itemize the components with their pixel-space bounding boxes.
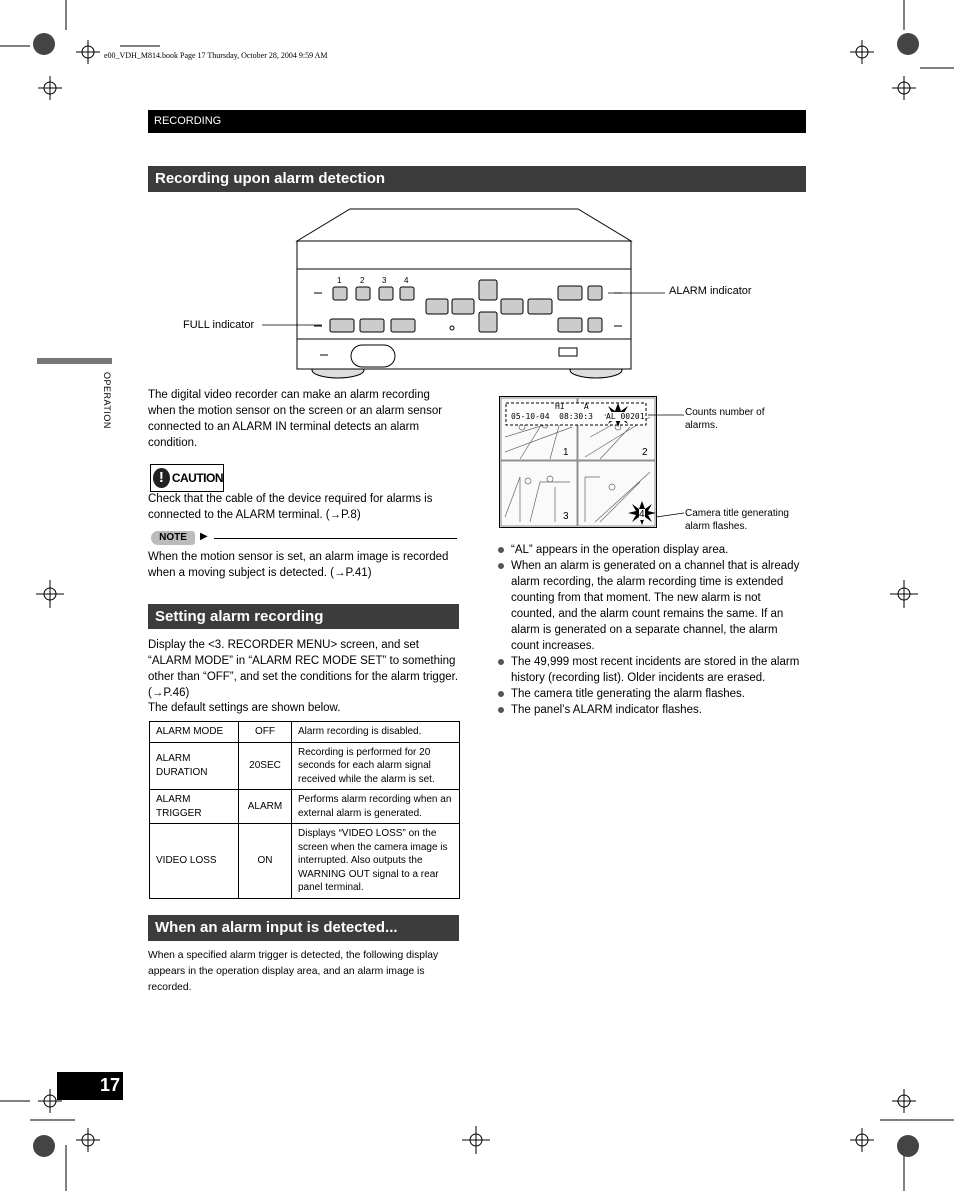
- setting-item: ALARM MODE: [150, 722, 239, 743]
- side-tab: [37, 358, 112, 364]
- quad-monitor-figure: [499, 396, 657, 528]
- warning-icon: !: [153, 468, 170, 488]
- caution-label: CAUTION: [171, 471, 223, 485]
- section-header-bar: RECORDING: [148, 110, 806, 133]
- note-text: When the motion sensor is set, an alarm image is recorded when a moving subject is detected. (→P.41): [148, 551, 449, 579]
- callout-lines: [260, 285, 670, 335]
- note-badge: [151, 531, 195, 545]
- table-row: [150, 790, 460, 824]
- table-row: [150, 824, 460, 899]
- camera-title-callout: Camera title generating alarm flashes.: [685, 508, 789, 532]
- caution-text: Check that the cable of the device required for alarms is connected to the ALARM terminal. (→P.8): [148, 493, 433, 521]
- setting-item: ALARM TRIGGER: [150, 790, 239, 824]
- list-item: “AL” appears in the operation display area.: [497, 542, 806, 558]
- defaults-intro: The default settings are shown below.: [148, 702, 341, 714]
- side-label-operation: OPERATION: [102, 372, 112, 429]
- osd-alarm-count: AL 00201: [606, 412, 645, 421]
- setting-description: Displays “VIDEO LOSS” on the screen when the camera image is interrupted. Also outputs the WARNING OUT signal to a rear panel terminal.: [292, 824, 460, 899]
- note-label: NOTE: [159, 532, 187, 543]
- section-title-alarm-detection: Recording upon alarm detection: [148, 166, 806, 192]
- setting-item: VIDEO LOSS: [150, 824, 239, 899]
- osd-title-line: HI A: [555, 402, 589, 411]
- table-row: [150, 742, 460, 790]
- setting-instructions: Display the <3. RECORDER MENU> screen, and set “ALARM MODE” in “ALARM REC MODE SET” to something other than “OFF”, and set the conditions for the alarm trigger. (→P.46): [148, 639, 459, 699]
- alarm-indicator-callout: ALARM indicator: [669, 285, 752, 297]
- setting-item: ALARM DURATION: [150, 742, 239, 790]
- section-title-setting-alarm: Setting alarm recording: [148, 604, 459, 629]
- setting-value: ON: [239, 824, 292, 899]
- alarm-behavior-list: [497, 542, 806, 718]
- setting-description: Performs alarm recording when an external alarm is generated.: [292, 790, 460, 824]
- quadrant-number: 3: [563, 511, 569, 522]
- setting-description: Alarm recording is disabled.: [292, 722, 460, 743]
- quadrant-number: 2: [642, 447, 648, 458]
- table-row: [150, 722, 460, 743]
- list-item: The panel’s ALARM indicator flashes.: [497, 702, 806, 718]
- channel-number: 2: [360, 276, 365, 285]
- setting-value: 20SEC: [239, 742, 292, 790]
- quadrant-number: 1: [563, 447, 569, 458]
- default-settings-table: [149, 721, 460, 899]
- setting-value: ALARM: [239, 790, 292, 824]
- file-info: e00_VDH_M814.book Page 17 Thursday, October 28, 2004 9:59 AM: [104, 51, 328, 60]
- list-item: When an alarm is generated on a channel that is already alarm recording, the alarm recording time is extended counting from that moment. The new alarm is not counted, and the alarm count remains the same. If an alarm is generated on a separate channel, the alarm count increases.: [497, 558, 806, 654]
- intro-paragraph: The digital video recorder can make an alarm recording when the motion sensor on the screen or an alarm sensor connected to an ALARM IN terminal detects an alarm condition.: [148, 389, 443, 449]
- counts-alarms-callout: Counts number of alarms.: [685, 407, 765, 431]
- channel-number: 3: [382, 276, 387, 285]
- channel-number: 1: [337, 276, 342, 285]
- note-arrow-icon: ▶: [200, 531, 208, 542]
- quadrant-number: 4: [639, 509, 645, 520]
- note-rule: [214, 538, 457, 539]
- list-item: The 49,999 most recent incidents are stored in the alarm history (recording list). Older incidents are erased.: [497, 654, 806, 686]
- setting-description: Recording is performed for 20 seconds for each alarm signal received while the alarm is set.: [292, 742, 460, 790]
- page-number: 17: [57, 1072, 123, 1100]
- setting-value: OFF: [239, 722, 292, 743]
- channel-number: 4: [404, 276, 409, 285]
- section-title-alarm-input: When an alarm input is detected...: [148, 915, 459, 941]
- osd-datetime-line: 05-10-04 08:30:3: [511, 412, 593, 421]
- caution-badge: [150, 464, 224, 492]
- monitor-callout-lines: [640, 405, 690, 525]
- list-item: The camera title generating the alarm flashes.: [497, 686, 806, 702]
- full-indicator-callout: FULL indicator: [183, 319, 255, 331]
- alarm-input-text: When a specified alarm trigger is detected, the following display appears in the operation display area, and an alarm image is recorded.: [148, 950, 439, 993]
